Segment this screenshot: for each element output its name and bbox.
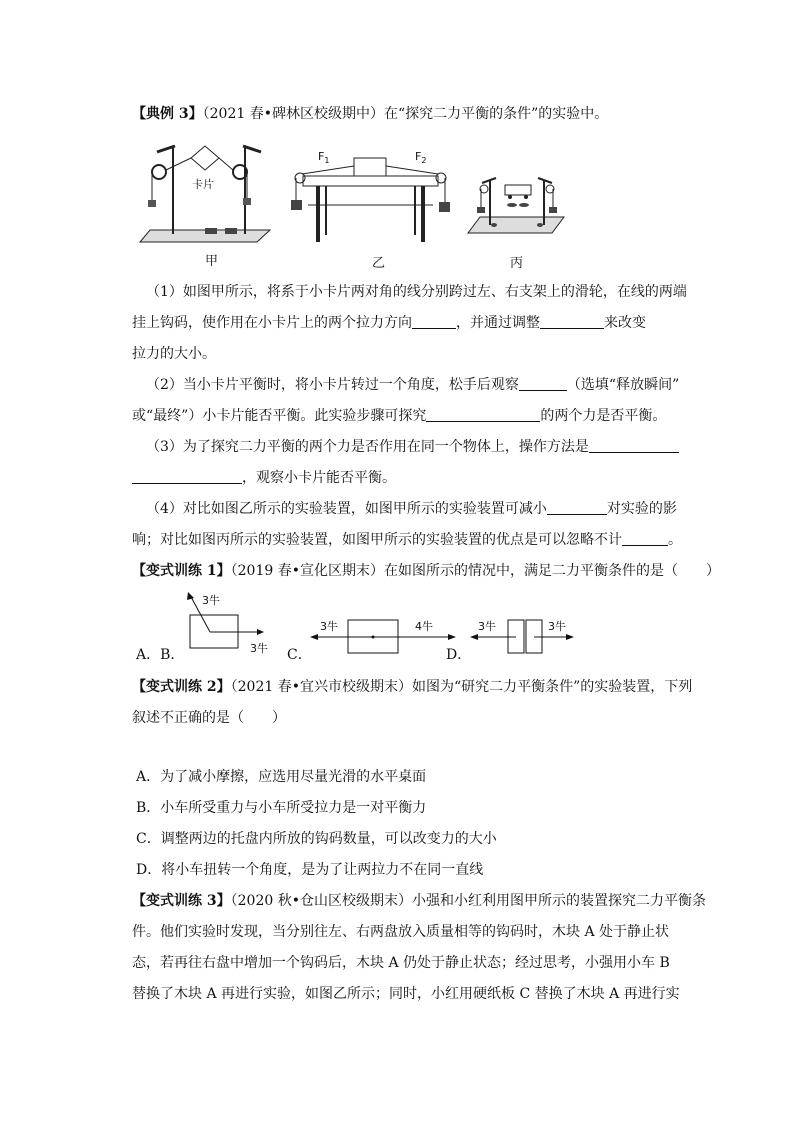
blank-q3-a xyxy=(589,438,679,453)
variant-2-tag: 【变式训练 2】 xyxy=(132,679,231,695)
blank-q4-a xyxy=(547,500,607,515)
blank-q1-b xyxy=(540,314,604,329)
option-ab-label: A．B． xyxy=(136,647,185,663)
force-diagram-a xyxy=(180,590,270,660)
variant-2-option-c: C．调整两边的托盘内所放的钩码数量，可以改变力的大小 xyxy=(136,831,497,847)
q2-text1: （2）当小卡片平衡时，将小卡片转过一个角度，松手后观察 xyxy=(146,377,519,393)
caption-yi: 乙 xyxy=(372,256,386,271)
q4-line2 xyxy=(132,530,682,550)
option-c-label: C． xyxy=(287,647,312,663)
variant-1-heading xyxy=(132,561,720,581)
q2-line1 xyxy=(146,375,679,395)
force-d-right-label: 3牛 xyxy=(548,620,566,633)
q1-line2 xyxy=(132,313,646,333)
q1-text2: ，并通过调整 xyxy=(456,315,540,331)
blank-q1-a xyxy=(412,314,456,329)
variant-1-text: （2019 春•宣化区期末）在如图所示的情况中，满足二力平衡条件的是（ ） xyxy=(230,563,720,579)
force-a-diag-label: 3牛 xyxy=(202,594,220,607)
card-label: 卡片 xyxy=(192,178,214,191)
variant-2-heading xyxy=(132,677,692,697)
q2-line2 xyxy=(132,406,666,426)
q2-text3: 或“最终”）小卡片能否平衡。此实验步骤可探究 xyxy=(132,408,427,424)
label-f2 xyxy=(415,150,426,165)
variant-3-text: （2020 秋•仓山区校级期末）小强和小红利用图甲所示的装置探究二力平衡条 xyxy=(230,893,706,909)
f1-letter: F xyxy=(318,150,325,163)
force-diagram-c xyxy=(310,615,460,660)
q4-line1 xyxy=(146,499,677,519)
example-3-heading xyxy=(132,104,608,124)
variant-2-option-a: A．为了减小摩擦，应选用尽量光滑的水平桌面 xyxy=(136,769,427,785)
q3-line2 xyxy=(132,468,396,488)
q4-text1: （4）对比如图乙所示的实验装置，如图甲所示的实验装置可减小 xyxy=(146,501,547,517)
figure-bing xyxy=(472,175,572,245)
figure-yi xyxy=(288,150,453,245)
q1-text3: 来改变 xyxy=(604,315,646,331)
blank-q2-b xyxy=(426,407,540,422)
force-a-right-label: 3牛 xyxy=(250,642,268,655)
q4-text3: 响；对比如图丙所示的实验装置，如图甲所示的实验装置的优点是可以忽略不计 xyxy=(132,532,622,548)
force-c-left-label: 3牛 xyxy=(320,620,338,633)
figure-jia xyxy=(145,140,275,245)
q1-line3: 拉力的大小。 xyxy=(132,346,216,362)
example-source: （2021 春•碑林区校级期中）在“探究二力平衡的条件”的实验中。 xyxy=(202,106,609,122)
f2-letter: F xyxy=(415,150,422,163)
variant-2-line2: 叙述不正确的是（ ） xyxy=(132,710,286,726)
variant-1-tag: 【变式训练 1】 xyxy=(132,563,231,579)
f1-subscript: 1 xyxy=(324,156,330,165)
caption-jia: 甲 xyxy=(205,254,219,269)
force-d-left-label: 3牛 xyxy=(478,620,496,633)
blank-q4-b xyxy=(622,531,668,546)
variant-3-line3: 态，若再往右盘中增加一个钩码后，木块 A 仍处于静止状态；经过思考，小强用小车 B xyxy=(132,955,670,971)
q3-line1 xyxy=(146,437,679,457)
variant-3-line2: 件。他们实验时发现，当分别往左、右两盘放入质量相等的钩码时，木块 A 处于静止状 xyxy=(132,924,670,940)
q4-text4: 。 xyxy=(668,532,682,548)
q3-text1: （3）为了探究二力平衡的两个力是否作用在同一个物体上，操作方法是 xyxy=(146,439,589,455)
q2-text4: 的两个力是否平衡。 xyxy=(540,408,667,424)
label-f1 xyxy=(318,150,329,165)
variant-2-option-d: D．将小车扭转一个角度，是为了让两拉力不在同一直线 xyxy=(136,862,484,878)
blank-q3-b xyxy=(132,469,242,484)
variant-3-tag: 【变式训练 3】 xyxy=(132,893,231,909)
variant-3-heading xyxy=(132,891,706,911)
q4-text2: 对实验的影 xyxy=(606,501,677,517)
force-diagram-d xyxy=(470,615,580,660)
example-tag: 【典例 3】 xyxy=(132,106,203,122)
q3-text2: ，观察小卡片能否平衡。 xyxy=(242,470,396,486)
caption-bing: 丙 xyxy=(510,256,524,271)
variant-2-text: （2021 春•宜兴市校级期末）如图为“研究二力平衡条件”的实验装置，下列 xyxy=(230,679,693,695)
variant-3-line4: 替换了木块 A 再进行实验，如图乙所示；同时，小红用硬纸板 C 替换了木块 A 再进行实 xyxy=(132,986,680,1002)
q2-text2: （选填“释放瞬间” xyxy=(566,377,680,393)
variant-2-option-b: B．小车所受重力与小车所受拉力是一对平衡力 xyxy=(136,800,427,816)
blank-q2-a xyxy=(519,376,567,391)
option-d-label: D． xyxy=(446,647,472,663)
force-c-right-label: 4牛 xyxy=(415,620,433,633)
f2-subscript: 2 xyxy=(421,156,427,165)
q1-line1: （1）如图甲所示，将系于小卡片两对角的线分别跨过左、右支架上的滑轮，在线的两端 xyxy=(146,284,687,300)
q1-text1: 挂上钩码，使作用在小卡片上的两个拉力方向 xyxy=(132,315,412,331)
